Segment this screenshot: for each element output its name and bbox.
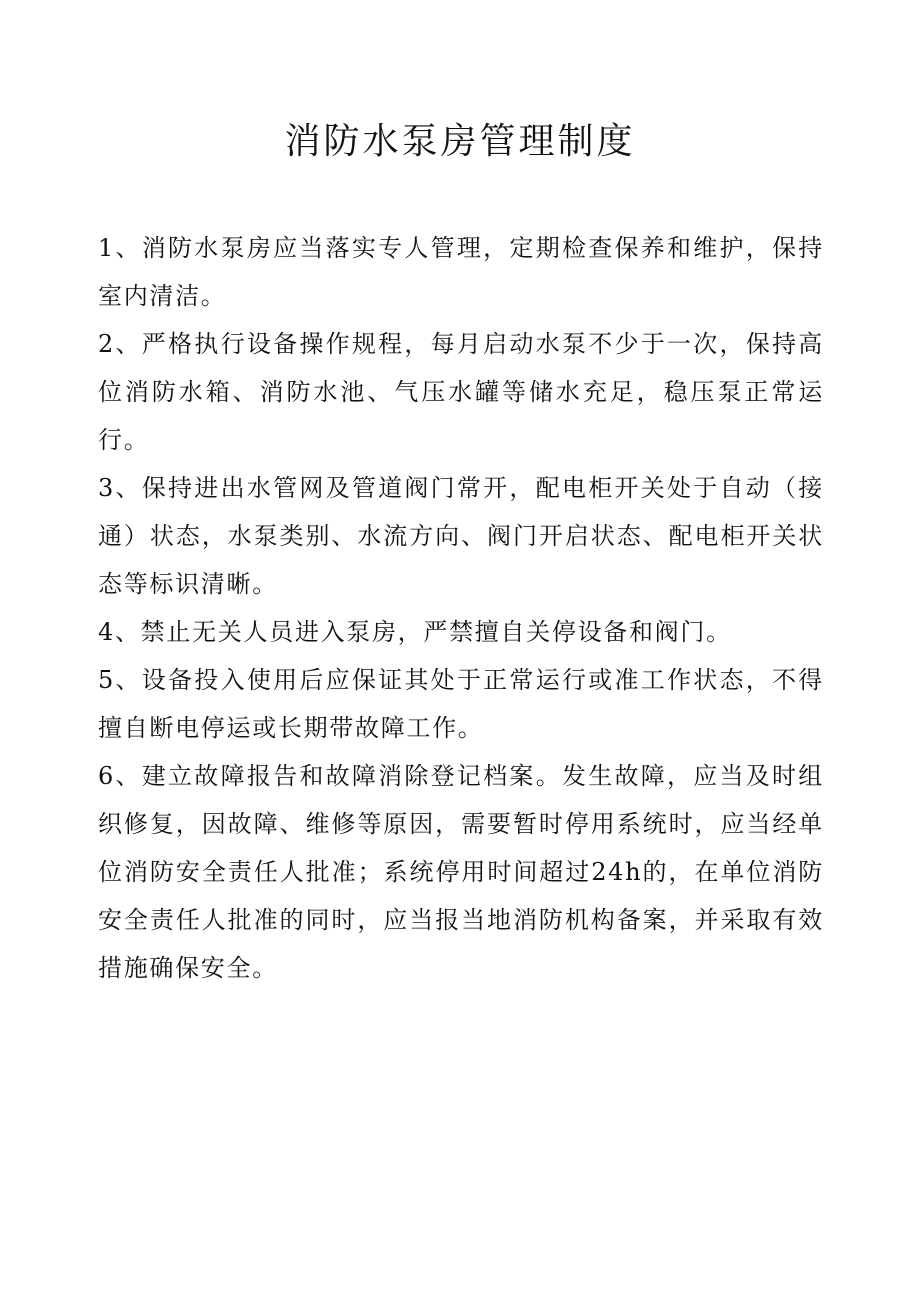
clause-6: 6、建立故障报告和故障消除登记档案。发生故障，应当及时组织修复，因故障、维修等原因，需要暂时停用系统时，应当经单位消防安全责任人批准；系统停用时间超过24h的，在单位消防安全责任人批准的同时，应当报当地消防机构备案，并采取有效措施确保安全。 bbox=[98, 762, 824, 982]
clause-1: 1、消防水泵房应当落实专人管理，定期检查保养和维护，保持室内清洁。 bbox=[98, 234, 824, 310]
clause-2: 2、严格执行设备操作规程，每月启动水泵不少于一次，保持高位消防水箱、消防水池、气压水罐等储水充足，稳压泵正常运行。 bbox=[98, 330, 824, 454]
clause-5: 5、设备投入使用后应保证其处于正常运行或准工作状态，不得擅自断电停运或长期带故障工作。 bbox=[98, 666, 824, 742]
clause-3: 3、保持进出水管网及管道阀门常开，配电柜开关处于自动（接通）状态，水泵类别、水流方向、阀门开启状态、配电柜开关状态等标识清晰。 bbox=[98, 474, 824, 598]
document-title: 消防水泵房管理制度 bbox=[284, 121, 636, 162]
clause-list bbox=[98, 224, 824, 992]
clause-4: 4、禁止无关人员进入泵房，严禁擅自关停设备和阀门。 bbox=[98, 618, 732, 646]
